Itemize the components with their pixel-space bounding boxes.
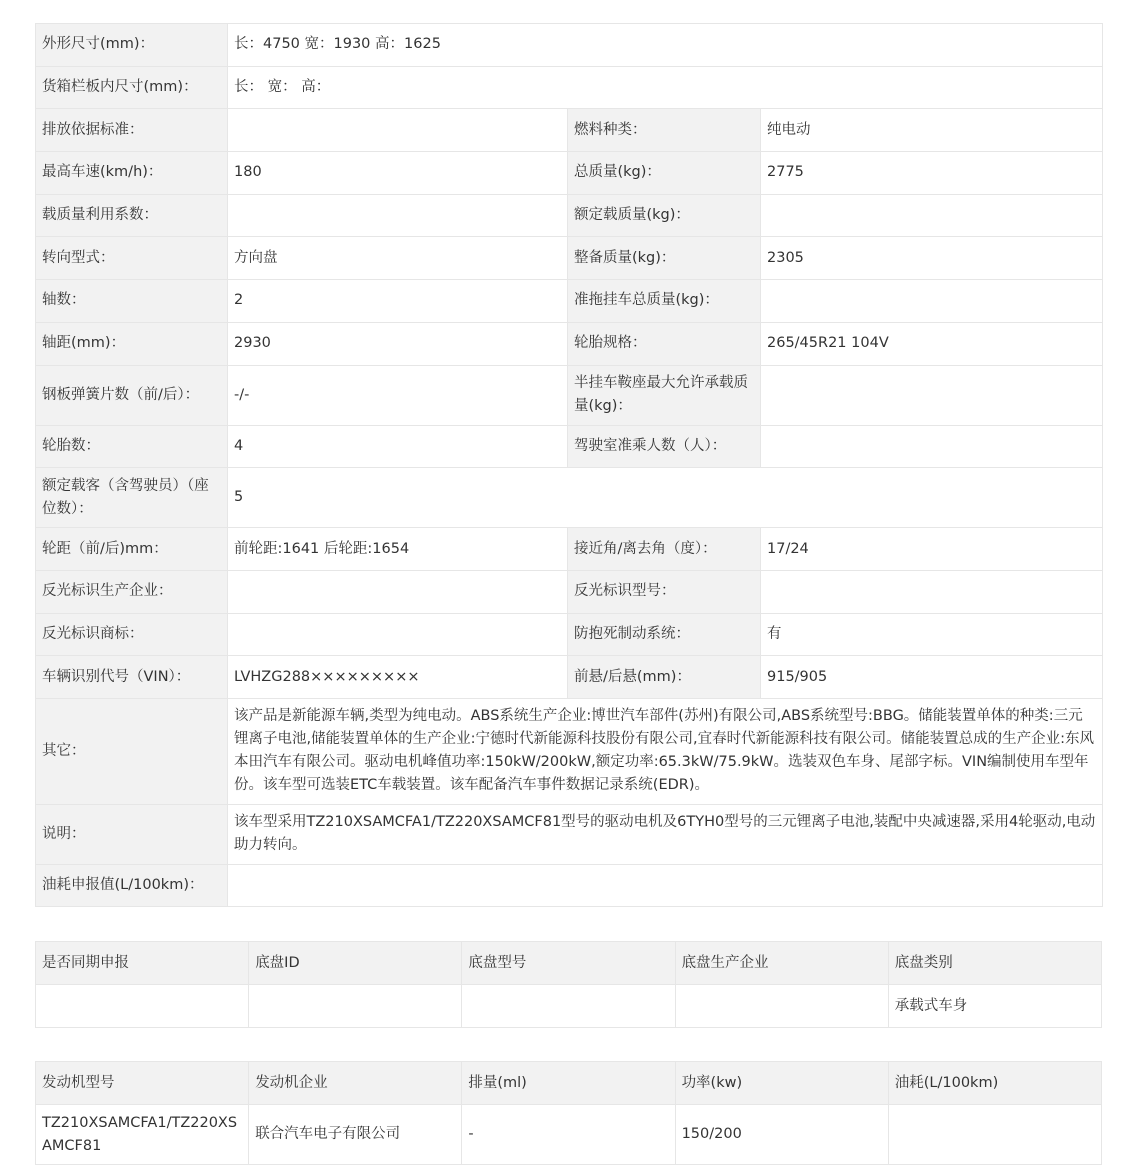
spec-field-label: 轮胎规格： bbox=[568, 322, 761, 365]
spec-row bbox=[36, 194, 1103, 237]
spec-field-label: 转向型式： bbox=[36, 237, 228, 280]
spec-field-value bbox=[761, 280, 1103, 323]
spec-field-label: 反光标识生产企业： bbox=[36, 570, 228, 613]
engine-header-cell: 排量(ml) bbox=[462, 1062, 675, 1105]
fuel-consumption-row bbox=[36, 864, 1103, 906]
spec-row bbox=[36, 109, 1103, 152]
spec-field-label: 排放依据标准： bbox=[36, 109, 228, 152]
cargo-box-size-row bbox=[36, 66, 1103, 109]
spec-field-value: 915/905 bbox=[761, 656, 1103, 699]
chassis-header-row bbox=[36, 942, 1102, 985]
chassis-data-cell bbox=[249, 985, 462, 1028]
spec-row bbox=[36, 570, 1103, 613]
rated-passengers-value: 5 bbox=[228, 468, 1103, 528]
engine-header-cell: 功率(kw) bbox=[675, 1062, 888, 1105]
engine-data-cell: TZ210XSAMCFA1/TZ220XSAMCF81 bbox=[36, 1105, 249, 1165]
spec-row bbox=[36, 280, 1103, 323]
engine-data-cell bbox=[888, 1105, 1101, 1165]
spec-field-value: 2930 bbox=[228, 322, 568, 365]
spec-field-value bbox=[761, 570, 1103, 613]
spec-field-label: 钢板弹簧片数（前/后）： bbox=[36, 365, 228, 425]
spec-row bbox=[36, 237, 1103, 280]
dimensions-label: 外形尺寸(mm)： bbox=[36, 24, 228, 67]
chassis-data-cell bbox=[462, 985, 675, 1028]
spec-field-value: 265/45R21 104V bbox=[761, 322, 1103, 365]
dimensions-row bbox=[36, 24, 1103, 67]
spec-field-value: 2 bbox=[228, 280, 568, 323]
chassis-header-cell: 底盘类别 bbox=[888, 942, 1101, 985]
spec-field-label: 反光标识商标： bbox=[36, 613, 228, 656]
other-info-row bbox=[36, 698, 1103, 804]
spec-field-value: 2775 bbox=[761, 152, 1103, 195]
spec-field-value: -/- bbox=[228, 365, 568, 425]
spec-field-value bbox=[228, 194, 568, 237]
spec-row bbox=[36, 365, 1103, 425]
spec-field-value: 前轮距:1641 后轮距:1654 bbox=[228, 528, 568, 571]
chassis-header-cell: 底盘生产企业 bbox=[675, 942, 888, 985]
engine-data-cell: 150/200 bbox=[675, 1105, 888, 1165]
spec-field-value bbox=[761, 194, 1103, 237]
spec-field-label: 轮距（前/后)mm： bbox=[36, 528, 228, 571]
spec-field-label: 轮胎数： bbox=[36, 425, 228, 468]
spec-field-label: 半挂车鞍座最大允许承载质量(kg)： bbox=[568, 365, 761, 425]
chassis-data-cell bbox=[675, 985, 888, 1028]
spec-field-value: 方向盘 bbox=[228, 237, 568, 280]
spec-field-label: 最高车速(km/h)： bbox=[36, 152, 228, 195]
spec-field-value bbox=[228, 109, 568, 152]
engine-data-cell: 联合汽车电子有限公司 bbox=[249, 1105, 462, 1165]
engine-header-cell: 油耗(L/100km) bbox=[888, 1062, 1101, 1105]
engine-data-row bbox=[36, 1105, 1102, 1165]
spec-field-value: 纯电动 bbox=[761, 109, 1103, 152]
spec-field-value: 17/24 bbox=[761, 528, 1103, 571]
spec-field-label: 载质量利用系数： bbox=[36, 194, 228, 237]
spec-row bbox=[36, 322, 1103, 365]
chassis-data-row bbox=[36, 985, 1102, 1028]
chassis-header-cell: 是否同期申报 bbox=[36, 942, 249, 985]
rated-passengers-row bbox=[36, 468, 1103, 528]
spec-field-label: 总质量(kg)： bbox=[568, 152, 761, 195]
spec-field-label: 反光标识型号： bbox=[568, 570, 761, 613]
chassis-header-cell: 底盘ID bbox=[249, 942, 462, 985]
spec-field-label: 车辆识别代号（VIN）： bbox=[36, 656, 228, 699]
spec-field-value bbox=[761, 425, 1103, 468]
spec-field-value bbox=[228, 613, 568, 656]
description-row bbox=[36, 804, 1103, 864]
other-info-label: 其它： bbox=[36, 698, 228, 804]
other-info-value: 该产品是新能源车辆,类型为纯电动。ABS系统生产企业:博世汽车部件(苏州)有限公司,ABS系统型号:BBG。储能装置单体的种类:三元锂离子电池,储能装置单体的生产企业:宁德时代新能源科技股份有限公司,宜春时代新能源科技有限公司。储能装置总成的生产企业:东风本田汽车有限公司。驱动电机峰值功率:150kW/200kW,额定功率:65.3kW/75.9kW。选装双色车身、尾部字标。VIN编制使用车型年份。该车型可选装ETC车载装置。该车配备汽车事件数据记录系统(EDR)。 bbox=[228, 698, 1103, 804]
spec-field-label: 燃料种类： bbox=[568, 109, 761, 152]
chassis-table bbox=[35, 941, 1102, 1028]
engine-header-row bbox=[36, 1062, 1102, 1105]
spec-field-label: 整备质量(kg)： bbox=[568, 237, 761, 280]
vehicle-spec-body bbox=[36, 24, 1103, 907]
spec-field-label: 轴距(mm)： bbox=[36, 322, 228, 365]
spec-row bbox=[36, 425, 1103, 468]
spec-field-value: 180 bbox=[228, 152, 568, 195]
fuel-consumption-label: 油耗申报值(L/100km)： bbox=[36, 864, 228, 906]
spec-field-value bbox=[761, 365, 1103, 425]
description-label: 说明： bbox=[36, 804, 228, 864]
spec-field-value: LVHZG288××××××××× bbox=[228, 656, 568, 699]
spec-field-value bbox=[228, 570, 568, 613]
description-value: 该车型采用TZ210XSAMCFA1/TZ220XSAMCF81型号的驱动电机及6TYH0型号的三元锂离子电池,装配中央减速器,采用4轮驱动,电动助力转向。 bbox=[228, 804, 1103, 864]
spec-field-label: 防抱死制动系统： bbox=[568, 613, 761, 656]
spec-row bbox=[36, 613, 1103, 656]
spec-field-label: 接近角/离去角（度）： bbox=[568, 528, 761, 571]
fuel-consumption-value bbox=[228, 864, 1103, 906]
engine-header-cell: 发动机企业 bbox=[249, 1062, 462, 1105]
engine-data-cell: - bbox=[462, 1105, 675, 1165]
vehicle-spec-table bbox=[35, 23, 1103, 907]
engine-table bbox=[35, 1061, 1102, 1165]
chassis-header-cell: 底盘型号 bbox=[462, 942, 675, 985]
rated-passengers-label: 额定载客（含驾驶员）（座位数）： bbox=[36, 468, 228, 528]
spec-field-value: 2305 bbox=[761, 237, 1103, 280]
spec-field-label: 前悬/后悬(mm)： bbox=[568, 656, 761, 699]
cargo-box-size-label: 货箱栏板内尺寸(mm)： bbox=[36, 66, 228, 109]
spec-row bbox=[36, 528, 1103, 571]
cargo-box-size-value: 长： 宽： 高： bbox=[228, 66, 1103, 109]
spec-field-label: 轴数： bbox=[36, 280, 228, 323]
chassis-data-cell bbox=[36, 985, 249, 1028]
spec-field-label: 额定载质量(kg)： bbox=[568, 194, 761, 237]
chassis-data-cell: 承载式车身 bbox=[888, 985, 1101, 1028]
spec-row bbox=[36, 152, 1103, 195]
spec-field-value: 4 bbox=[228, 425, 568, 468]
spec-row bbox=[36, 656, 1103, 699]
spec-field-label: 准拖挂车总质量(kg)： bbox=[568, 280, 761, 323]
engine-header-cell: 发动机型号 bbox=[36, 1062, 249, 1105]
dimensions-value: 长：4750 宽：1930 高：1625 bbox=[228, 24, 1103, 67]
spec-field-value: 有 bbox=[761, 613, 1103, 656]
spec-field-label: 驾驶室准乘人数（人）： bbox=[568, 425, 761, 468]
